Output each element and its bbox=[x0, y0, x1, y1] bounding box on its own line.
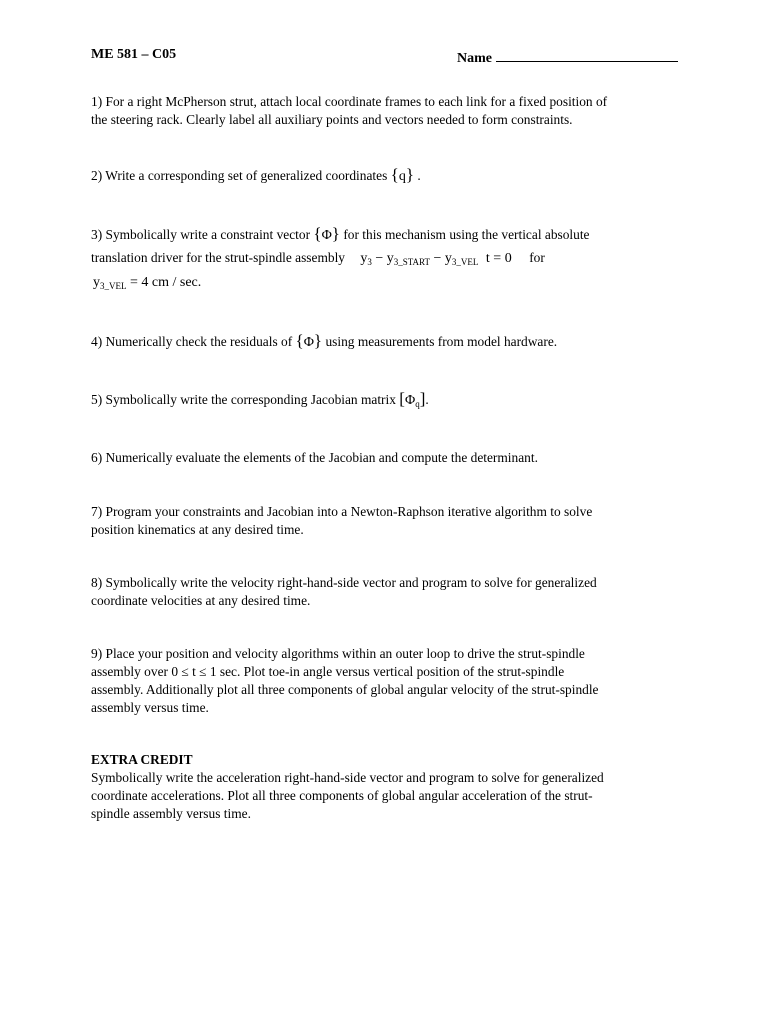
name-blank-line bbox=[496, 47, 678, 62]
question-5 bbox=[91, 390, 691, 413]
question-6 bbox=[91, 449, 691, 467]
brace-close: } bbox=[405, 165, 414, 184]
eq-sub-3: 3 bbox=[367, 257, 372, 267]
velocity-equation bbox=[93, 275, 201, 290]
question-1-line-2: the steering rack. Clearly label all auxiliary points and vectors needed to form constraints. bbox=[91, 112, 573, 127]
question-6-text: 6) Numerically evaluate the elements of the Jacobian and compute the determinant. bbox=[91, 450, 538, 465]
question-7-line-1: 7) Program your constraints and Jacobian into a Newton-Raphson iterative algorithm to solve bbox=[91, 504, 593, 519]
question-4 bbox=[91, 332, 691, 352]
question-3-post: for this mechanism using the vertical absolute bbox=[343, 227, 590, 242]
question-8-line-2: coordinate velocities at any desired time. bbox=[91, 593, 311, 608]
brace-close: } bbox=[331, 224, 340, 243]
brace-close: } bbox=[313, 331, 323, 350]
for-word: for bbox=[529, 250, 545, 265]
question-9-line-3: assembly. Additionally plot all three components of global angular velocity of the strut-spindle bbox=[91, 682, 599, 697]
bracket-close: ] bbox=[419, 389, 426, 408]
question-7 bbox=[91, 503, 691, 539]
eq-y-vel-2: y bbox=[93, 275, 100, 290]
question-9-line-2: assembly over 0 ≤ t ≤ 1 sec. Plot toe-in angle versus vertical position of the strut-spindle bbox=[91, 664, 565, 679]
question-3 bbox=[91, 225, 691, 295]
eq-sub-vel: 3_VEL bbox=[451, 257, 479, 267]
q-symbol: q bbox=[398, 169, 406, 184]
name-label: Name bbox=[457, 51, 492, 66]
course-code: ME 581 – C05 bbox=[91, 47, 177, 62]
question-5-end: . bbox=[425, 392, 429, 407]
jacobian-sub-q: q bbox=[415, 399, 420, 409]
question-4-pre: 4) Numerically check the residuals of bbox=[91, 334, 293, 349]
extra-credit-line-2: coordinate accelerations. Plot all three components of global angular acceleration of the strut- bbox=[91, 788, 593, 803]
brace-open: { bbox=[313, 224, 322, 243]
name-field bbox=[457, 47, 678, 67]
question-7-line-2: position kinematics at any desired time. bbox=[91, 522, 304, 537]
eq-sub-start: 3_START bbox=[393, 257, 431, 267]
bracket-open: [ bbox=[399, 389, 405, 408]
question-3-line-2-text: translation driver for the strut-spindle assembly bbox=[91, 250, 345, 265]
question-2-text: 2) Write a corresponding set of generalized coordinates bbox=[91, 168, 388, 183]
eq-minus-2: − bbox=[433, 251, 442, 266]
eq-y3: y bbox=[360, 251, 368, 266]
question-2-end: . bbox=[417, 168, 421, 183]
question-9-line-1: 9) Place your position and velocity algorithms within an outer loop to drive the strut-spindle bbox=[91, 646, 585, 661]
question-3-pre: 3) Symbolically write a constraint vector bbox=[91, 227, 311, 242]
question-8 bbox=[91, 574, 691, 610]
question-9 bbox=[91, 645, 691, 717]
extra-credit-title: EXTRA CREDIT bbox=[91, 752, 193, 767]
question-8-line-1: 8) Symbolically write the velocity right-hand-side vector and program to solve for generalized bbox=[91, 575, 597, 590]
brace-open: { bbox=[295, 331, 304, 350]
driver-equation bbox=[360, 251, 515, 266]
question-5-pre: 5) Symbolically write the corresponding Jacobian matrix bbox=[91, 392, 396, 407]
question-3-line-3 bbox=[91, 273, 691, 295]
question-3-line-1 bbox=[91, 225, 691, 245]
phi-symbol: Φ bbox=[404, 393, 416, 408]
question-9-line-4: assembly versus time. bbox=[91, 700, 209, 715]
eq-vel-value: = 4 cm / sec bbox=[130, 275, 198, 290]
question-1-line-1: 1) For a right McPherson strut, attach local coordinate frames to each link for a fixed position of bbox=[91, 94, 608, 109]
brace-open: { bbox=[390, 165, 399, 184]
eq-end: . bbox=[197, 275, 202, 290]
extra-credit bbox=[91, 751, 691, 823]
question-1 bbox=[91, 93, 691, 129]
question-4-post: using measurements from model hardware. bbox=[325, 334, 558, 349]
eq-t-zero: t = 0 bbox=[485, 251, 512, 266]
question-3-line-2 bbox=[91, 249, 691, 271]
phi-symbol: Φ bbox=[303, 335, 314, 350]
eq-minus-1: − bbox=[375, 251, 384, 266]
eq-y-vel: y bbox=[444, 251, 452, 266]
extra-credit-line-1: Symbolically write the acceleration right-hand-side vector and program to solve for generalized bbox=[91, 770, 604, 785]
question-2 bbox=[91, 166, 691, 186]
phi-symbol: Φ bbox=[321, 228, 332, 243]
extra-credit-line-3: spindle assembly versus time. bbox=[91, 806, 251, 821]
eq-sub-vel-2: 3_VEL bbox=[100, 281, 127, 291]
eq-y-start: y bbox=[386, 251, 394, 266]
